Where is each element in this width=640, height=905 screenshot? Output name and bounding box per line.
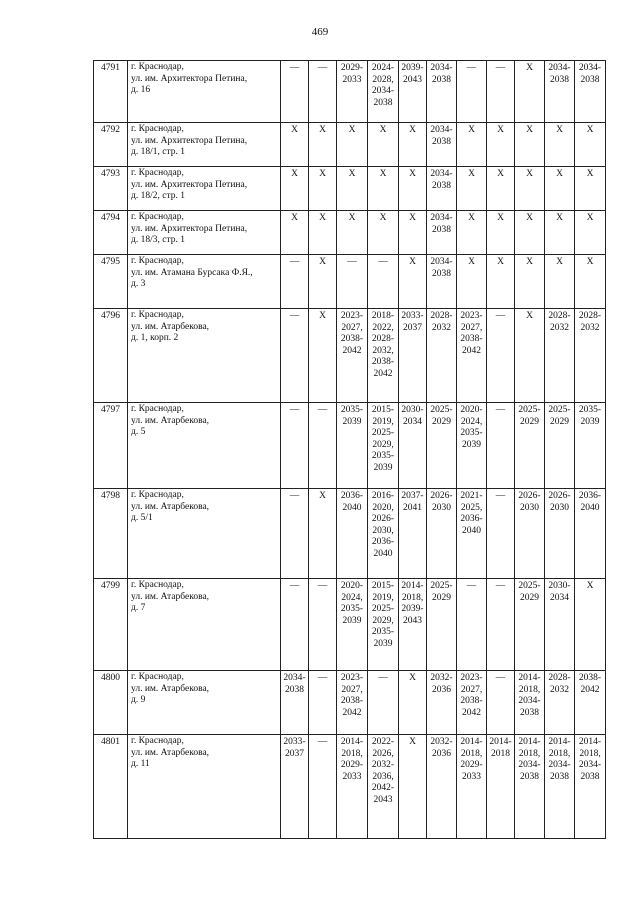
period-cell: — [457, 579, 487, 671]
address-cell: г. Краснодар, ул. им. Атамана Бурсака Ф.Я., д. 3 [128, 255, 281, 309]
table-row [94, 255, 606, 309]
period-cell: — [368, 671, 399, 735]
period-cell: 2014- 2018, 2034- 2038 [515, 671, 545, 735]
table-row [94, 735, 606, 839]
row-number: 4801 [94, 735, 128, 839]
period-cell: 2035- 2039 [575, 403, 606, 489]
row-number: 4793 [94, 167, 128, 211]
period-cell: X [368, 167, 399, 211]
period-cell: X [281, 123, 309, 167]
period-cell: X [368, 211, 399, 255]
address-cell: г. Краснодар, ул. им. Атарбекова, д. 7 [128, 579, 281, 671]
period-cell: X [515, 123, 545, 167]
period-cell: 2029- 2033 [337, 61, 368, 123]
period-cell: X [545, 211, 575, 255]
period-cell: 2033- 2037 [281, 735, 309, 839]
period-cell: 2025- 2029 [427, 579, 457, 671]
period-cell: 2021- 2025, 2036- 2040 [457, 489, 487, 579]
period-cell: 2034- 2038 [427, 123, 457, 167]
period-cell: X [575, 211, 606, 255]
period-cell: X [515, 211, 545, 255]
period-cell: 2034- 2038 [427, 61, 457, 123]
period-cell: 2023- 2027, 2038- 2042 [457, 671, 487, 735]
period-cell: X [545, 123, 575, 167]
period-cell: X [309, 211, 337, 255]
period-cell: X [487, 211, 515, 255]
period-cell: — [457, 61, 487, 123]
period-cell: 2015- 2019, 2025- 2029, 2035- 2039 [368, 403, 399, 489]
period-cell: 2020- 2024, 2035- 2039 [337, 579, 368, 671]
period-cell: 2035- 2039 [337, 403, 368, 489]
address-cell: г. Краснодар, ул. им. Атарбекова, д. 11 [128, 735, 281, 839]
period-cell: 2025- 2029 [515, 403, 545, 489]
period-cell: X [487, 123, 515, 167]
period-cell: 2023- 2027, 2038- 2042 [337, 671, 368, 735]
table-row [94, 579, 606, 671]
period-cell: X [457, 255, 487, 309]
period-cell: X [575, 579, 606, 671]
period-cell: 2028- 2032 [545, 309, 575, 403]
table-row [94, 167, 606, 211]
period-cell: 2014- 2018, 2039- 2043 [399, 579, 427, 671]
period-cell: — [487, 309, 515, 403]
table-row [94, 309, 606, 403]
period-cell: — [281, 579, 309, 671]
period-cell: X [368, 123, 399, 167]
period-cell: X [399, 211, 427, 255]
row-number: 4792 [94, 123, 128, 167]
period-cell: 2024- 2028, 2034- 2038 [368, 61, 399, 123]
period-cell: X [399, 735, 427, 839]
period-cell: X [515, 309, 545, 403]
period-cell: X [515, 61, 545, 123]
row-number: 4798 [94, 489, 128, 579]
period-cell: 2034- 2038 [281, 671, 309, 735]
table-row [94, 123, 606, 167]
address-cell: г. Краснодар, ул. им. Атарбекова, д. 1, корп. 2 [128, 309, 281, 403]
period-cell: — [487, 61, 515, 123]
address-cell: г. Краснодар, ул. им. Атарбекова, д. 9 [128, 671, 281, 735]
address-cell: г. Краснодар, ул. им. Архитектора Петина, д. 18/3, стр. 1 [128, 211, 281, 255]
period-cell: X [281, 167, 309, 211]
period-cell: 2025- 2029 [545, 403, 575, 489]
period-cell: X [399, 123, 427, 167]
row-number: 4800 [94, 671, 128, 735]
period-cell: — [281, 489, 309, 579]
period-cell: — [487, 671, 515, 735]
period-cell: X [309, 255, 337, 309]
row-number: 4791 [94, 61, 128, 123]
period-cell: — [337, 255, 368, 309]
period-cell: — [281, 255, 309, 309]
period-cell: 2018- 2022, 2028- 2032, 2038- 2042 [368, 309, 399, 403]
period-cell: X [515, 255, 545, 309]
period-cell: X [575, 167, 606, 211]
period-cell: — [281, 403, 309, 489]
period-cell: 2025- 2029 [427, 403, 457, 489]
row-number: 4799 [94, 579, 128, 671]
period-cell: X [545, 167, 575, 211]
period-cell: 2032- 2036 [427, 735, 457, 839]
table-row [94, 211, 606, 255]
period-cell: 2028- 2032 [575, 309, 606, 403]
period-cell: — [487, 579, 515, 671]
period-cell: X [399, 255, 427, 309]
period-cell: X [545, 255, 575, 309]
period-cell: X [399, 167, 427, 211]
period-cell: 2028- 2032 [545, 671, 575, 735]
period-cell: X [399, 671, 427, 735]
period-cell: 2015- 2019, 2025- 2029, 2035- 2039 [368, 579, 399, 671]
period-cell: 2014- 2018, 2029- 2033 [337, 735, 368, 839]
period-cell: 2038- 2042 [575, 671, 606, 735]
period-cell: X [337, 123, 368, 167]
period-cell: 2025- 2029 [515, 579, 545, 671]
period-cell: — [309, 403, 337, 489]
table-row [94, 403, 606, 489]
period-cell: 2014- 2018, 2029- 2033 [457, 735, 487, 839]
table-body [94, 61, 606, 839]
period-cell: 2030- 2034 [399, 403, 427, 489]
period-cell: — [309, 579, 337, 671]
period-cell: 2034- 2038 [427, 167, 457, 211]
period-cell: 2037- 2041 [399, 489, 427, 579]
period-cell: X [515, 167, 545, 211]
period-cell: X [309, 123, 337, 167]
table-row [94, 61, 606, 123]
address-cell: г. Краснодар, ул. им. Архитектора Петина, д. 16 [128, 61, 281, 123]
page-number: 469 [311, 26, 329, 38]
period-cell: 2026- 2030 [515, 489, 545, 579]
table-row [94, 489, 606, 579]
period-cell: 2016- 2020, 2026- 2030, 2036- 2040 [368, 489, 399, 579]
period-cell: 2014- 2018, 2034- 2038 [545, 735, 575, 839]
period-cell: — [309, 671, 337, 735]
period-cell: 2014- 2018, 2034- 2038 [515, 735, 545, 839]
period-cell: 2036- 2040 [575, 489, 606, 579]
period-cell: 2023- 2027, 2038- 2042 [337, 309, 368, 403]
period-cell: X [487, 167, 515, 211]
address-cell: г. Краснодар, ул. им. Архитектора Петина, д. 18/1, стр. 1 [128, 123, 281, 167]
period-cell: 2014- 2018 [487, 735, 515, 839]
period-cell: 2036- 2040 [337, 489, 368, 579]
period-cell: 2034- 2038 [575, 61, 606, 123]
period-cell: X [281, 211, 309, 255]
period-cell: — [281, 309, 309, 403]
period-cell: — [487, 489, 515, 579]
period-cell: 2022- 2026, 2032- 2036, 2042- 2043 [368, 735, 399, 839]
row-number: 4795 [94, 255, 128, 309]
period-cell: X [309, 167, 337, 211]
period-cell: X [337, 167, 368, 211]
period-cell: X [309, 309, 337, 403]
address-cell: г. Краснодар, ул. им. Архитектора Петина, д. 18/2, стр. 1 [128, 167, 281, 211]
address-cell: г. Краснодар, ул. им. Атарбекова, д. 5/1 [128, 489, 281, 579]
period-cell: X [575, 123, 606, 167]
period-cell: X [575, 255, 606, 309]
period-cell: — [487, 403, 515, 489]
period-cell: 2026- 2030 [545, 489, 575, 579]
address-cell: г. Краснодар, ул. им. Атарбекова, д. 5 [128, 403, 281, 489]
period-cell: X [457, 211, 487, 255]
schedule-table [93, 60, 606, 839]
row-number: 4794 [94, 211, 128, 255]
period-cell: X [457, 167, 487, 211]
period-cell: 2039- 2043 [399, 61, 427, 123]
period-cell: 2030- 2034 [545, 579, 575, 671]
period-cell: 2028- 2032 [427, 309, 457, 403]
period-cell: — [281, 61, 309, 123]
period-cell: X [309, 489, 337, 579]
period-cell: 2026- 2030 [427, 489, 457, 579]
period-cell: 2033- 2037 [399, 309, 427, 403]
period-cell: X [457, 123, 487, 167]
period-cell: 2020- 2024, 2035- 2039 [457, 403, 487, 489]
period-cell: 2023- 2027, 2038- 2042 [457, 309, 487, 403]
period-cell: — [309, 61, 337, 123]
period-cell: 2034- 2038 [427, 255, 457, 309]
row-number: 4797 [94, 403, 128, 489]
period-cell: 2034- 2038 [545, 61, 575, 123]
period-cell: 2034- 2038 [427, 211, 457, 255]
table-row [94, 671, 606, 735]
period-cell: 2014- 2018, 2034- 2038 [575, 735, 606, 839]
period-cell: X [487, 255, 515, 309]
period-cell: X [337, 211, 368, 255]
period-cell: 2032- 2036 [427, 671, 457, 735]
period-cell: — [368, 255, 399, 309]
row-number: 4796 [94, 309, 128, 403]
period-cell: — [309, 735, 337, 839]
